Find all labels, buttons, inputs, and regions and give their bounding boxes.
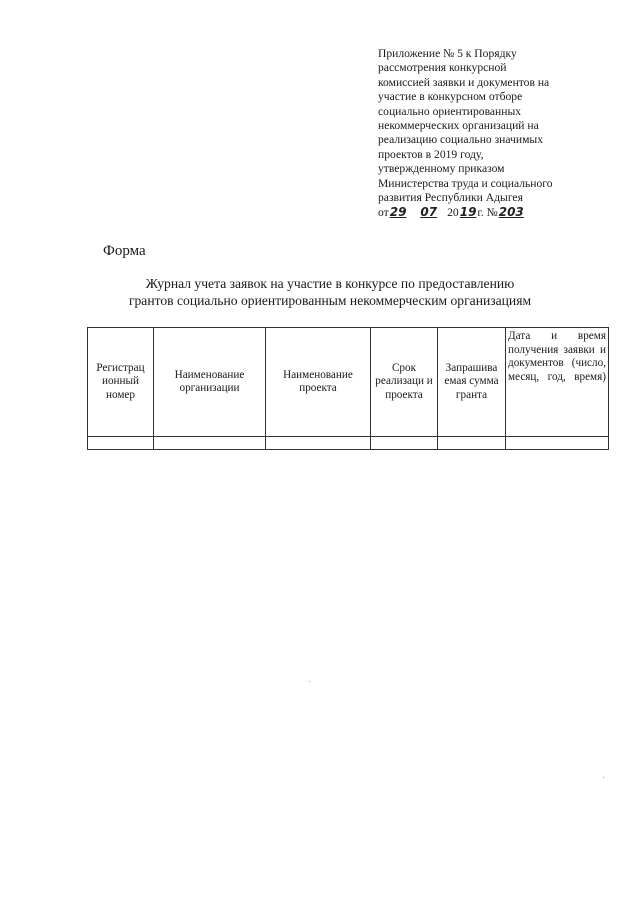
- table-cell[interactable]: [506, 437, 609, 450]
- appendix-line: социально ориентированных: [378, 104, 522, 118]
- appendix-line: проектов в 2019 году,: [378, 147, 484, 161]
- table-row: [88, 437, 609, 450]
- appendix-line: развития Республики Адыгея: [378, 191, 523, 205]
- appendix-line: рассмотрения конкурсной: [378, 61, 507, 75]
- appendix-line: реализацию социально значимых: [378, 133, 544, 147]
- table-cell[interactable]: [371, 437, 438, 450]
- appendix-note: [378, 47, 590, 221]
- appendix-line: утвержденному приказом: [378, 162, 505, 176]
- table-cell[interactable]: [88, 437, 154, 450]
- table-header-row: [88, 328, 609, 437]
- appendix-line: комиссией заявки и документов на: [378, 75, 550, 89]
- order-month: 07: [420, 205, 438, 220]
- journal-title-line-1: Журнал учета заявок на участие в конкурсе по предоставлению: [145, 276, 515, 291]
- table-cell[interactable]: [154, 437, 266, 450]
- table-cell[interactable]: [266, 437, 371, 450]
- header-organization-name: Наименование организации: [154, 328, 266, 437]
- header-implementation-period: Срок реализаци и проекта: [371, 328, 438, 437]
- appendix-line: Приложение № 5 к Порядку: [378, 47, 517, 60]
- order-day: 29: [389, 205, 407, 220]
- appendix-line: некоммерческих организаций на: [378, 119, 539, 133]
- appendix-line: Министерства труда и социального: [378, 176, 553, 190]
- journal-title: [90, 275, 570, 309]
- header-registration-number: Регистрац ионный номер: [88, 328, 154, 437]
- table-cell[interactable]: [438, 437, 506, 450]
- year-prefix: 20: [447, 206, 459, 220]
- order-year-suffix: 19: [459, 205, 477, 220]
- form-label: Форма: [103, 243, 146, 259]
- scan-speck: [309, 681, 310, 682]
- header-project-name: Наименование проекта: [266, 328, 371, 437]
- order-date-line: [378, 205, 590, 220]
- appendix-line: участие в конкурсном отборе: [378, 90, 523, 104]
- journal-table: [87, 327, 609, 450]
- scan-speck: [603, 777, 604, 778]
- order-number: 203: [498, 205, 524, 220]
- header-requested-grant-amount: Запрашива емая сумма гранта: [438, 328, 506, 437]
- order-number-label: г. №: [477, 206, 498, 220]
- header-receipt-date-time: Дата и время получения заявки и документов (число, месяц, год, время): [506, 328, 609, 437]
- date-prefix: от: [378, 206, 389, 220]
- journal-title-line-2: грантов социально ориентированным некоммерческим организациям: [128, 293, 532, 308]
